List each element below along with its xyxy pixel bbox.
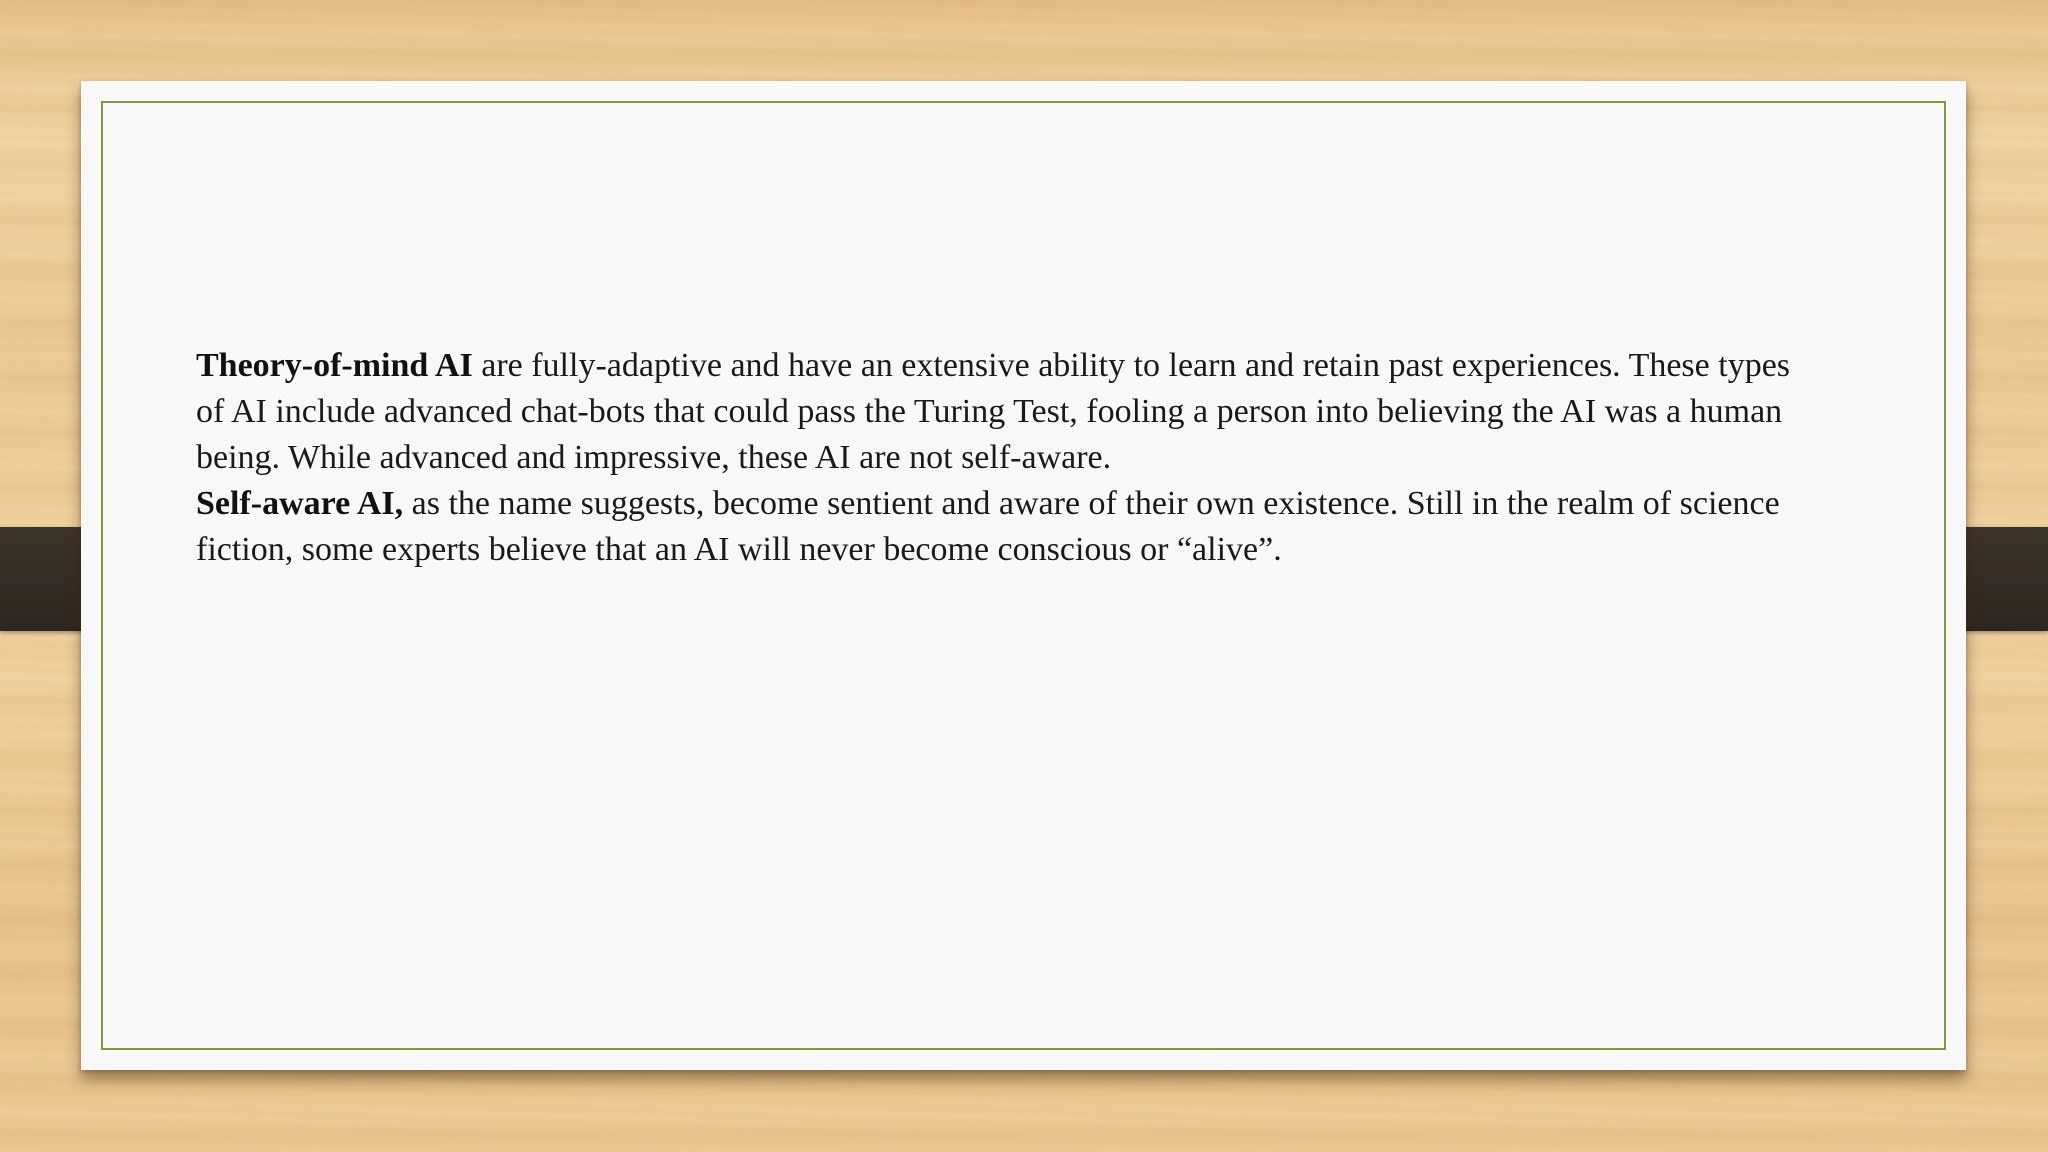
slide-card (81, 81, 1966, 1070)
term-theory-of-mind: Theory-of-mind AI (196, 347, 473, 384)
paragraph-text: as the name suggests, become sentient and aware of their own existence. Still in the realm of science fiction, some experts believe that an AI will never become conscious or “alive”. (196, 485, 1780, 568)
paragraph-text: are fully-adaptive and have an extensive ability to learn and retain past experiences. These types of AI include advanced chat-bots that could pass the Turing Test, fooling a person into believing the AI was a human being. While advanced and impressive, these AI are not self-aware. (196, 347, 1791, 476)
paragraph-theory-of-mind (196, 343, 1796, 481)
term-self-aware: Self-aware AI, (196, 485, 404, 522)
slide-body (196, 343, 1796, 573)
paragraph-self-aware (196, 481, 1796, 573)
slide-frame-border (101, 101, 1946, 1050)
